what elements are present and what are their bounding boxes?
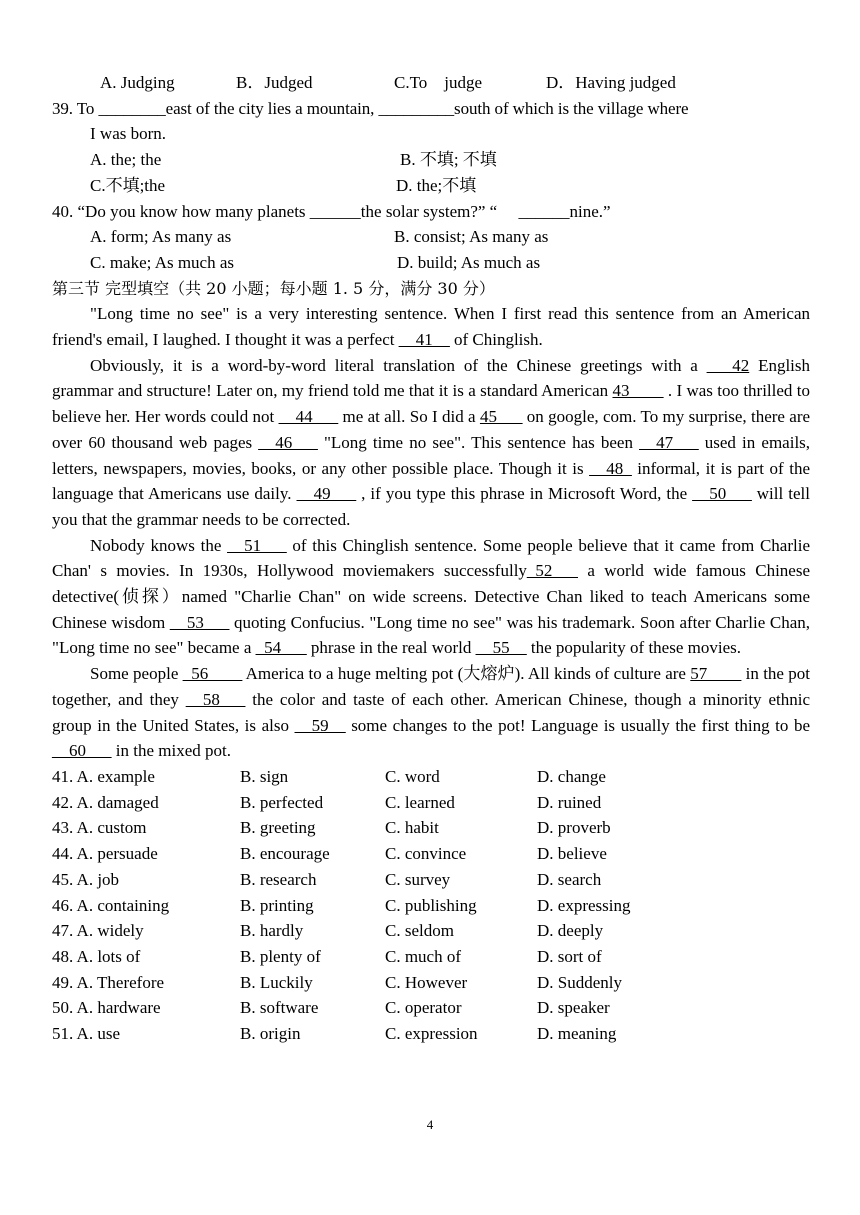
option-b: B. research — [240, 869, 317, 889]
option-d: D. speaker — [537, 998, 610, 1018]
option-c: C. survey — [385, 869, 451, 889]
option-d: D. ruined — [537, 792, 602, 812]
option-row — [52, 790, 810, 816]
section-title: 第三节 完型填空（共 20 小题；每小题 1. 5 分，满分 30 分） — [52, 278, 495, 298]
option-d: D. expressing — [537, 895, 631, 915]
option-b: B. hardly — [240, 921, 304, 941]
passage-text: the popularity of these movies. — [530, 638, 741, 658]
passage-text: quoting Confucius. "Long time no see" was his trademark. Soon after Charlie Chan, "Long time no see" became a — [52, 612, 811, 658]
option-a: 43. A. custom — [52, 818, 147, 838]
blank-60: __60___ — [52, 741, 112, 761]
passage-text: "Long time no see". This sentence has been — [323, 432, 633, 452]
blank-52: _52___ — [526, 561, 578, 581]
option-b: B. software — [240, 998, 319, 1018]
option-c: C. convince — [385, 844, 467, 864]
option-c: C. much of — [385, 946, 462, 966]
option-d: D. change — [537, 766, 606, 786]
passage-text: Nobody knows the — [90, 535, 222, 555]
option-d: D. deeply — [537, 921, 604, 941]
q40-options-row2 — [52, 250, 810, 276]
q38-option-d: D．Having judged — [546, 73, 676, 92]
option-a: 50. A. hardware — [52, 998, 161, 1018]
page-number: 4 — [426, 1117, 434, 1132]
passage-paragraph-2 — [52, 353, 810, 533]
option-b: B. perfected — [240, 792, 324, 812]
passage-text: some changes to the pot! Language is usually the first thing to be — [351, 715, 811, 735]
option-b: B. Luckily — [240, 972, 313, 992]
q39-stem-line1: 39. To ________east of the city lies a mountain, _________south of which is the village where — [52, 98, 689, 118]
option-c: C. learned — [385, 792, 455, 812]
option-d: D. search — [537, 869, 602, 889]
blank-47: __47___ — [639, 432, 699, 452]
q39-stem-line2: I was born. — [90, 124, 167, 144]
option-a: 51. A. use — [52, 1024, 120, 1044]
passage-text: English grammar and structure! Later on, my friend told me that it is a standard American — [52, 355, 811, 401]
option-d: D. proverb — [537, 818, 611, 838]
option-b: B. sign — [240, 766, 289, 786]
blank-49: __49___ — [296, 484, 357, 504]
q39-option-d: D. the;不填 — [396, 175, 477, 195]
option-row — [52, 970, 810, 996]
passage-text: in the mixed pot. — [115, 741, 231, 761]
option-c: C. operator — [385, 998, 462, 1018]
q38-option-a: A. Judging — [100, 73, 175, 92]
option-a: 46. A. containing — [52, 895, 170, 915]
passage-text: the color and taste of each other. American Chinese, though a minority ethnic group in the United States, is also — [52, 689, 810, 735]
option-a: 42. A. damaged — [52, 792, 159, 812]
q39-option-c: C.不填;the — [90, 175, 166, 195]
passage-text: will tell you that the grammar needs to be corrected. — [52, 484, 810, 529]
option-b: B. plenty of — [240, 946, 321, 966]
q40-stem: 40. “Do you know how many planets ______the solar system?” “ ______nine.” — [52, 201, 611, 221]
option-b: B. origin — [240, 1024, 301, 1044]
blank-50: __50___ — [692, 484, 752, 504]
blank-51: __51___ — [227, 535, 287, 555]
passage-paragraph-3 — [52, 533, 810, 662]
blank-58: __58___ — [185, 689, 246, 709]
option-c: C. expression — [385, 1024, 478, 1044]
q39-options-row2 — [52, 173, 810, 199]
passage-text: , if you type this phrase in Microsoft Word, the — [361, 484, 688, 504]
blank-57: 57____ — [690, 664, 742, 684]
option-row — [52, 867, 810, 893]
passage-text: Some people — [90, 664, 179, 684]
option-c: C. publishing — [385, 895, 477, 915]
q38-option-c: C.To judge — [394, 73, 483, 92]
q40-option-b: B. consist; As many as — [394, 227, 549, 247]
blank-46: __46___ — [258, 432, 318, 452]
option-d: D. sort of — [537, 946, 602, 966]
exam-page — [52, 70, 810, 1047]
option-row — [52, 995, 810, 1021]
passage-text: of Chinglish. — [453, 330, 543, 350]
passage-paragraph-4 — [52, 661, 810, 764]
option-a: 47. A. widely — [52, 921, 144, 941]
blank-45: 45___ — [479, 407, 523, 427]
passage-text: in the pot together, and they — [52, 664, 811, 709]
passage-text: America to a huge melting pot (大熔炉). All kinds of culture are — [245, 664, 686, 684]
passage-text: "Long time no see" is a very interesting sentence. When I first read this sentence from an American friend's email, I laughed. I thought it was a perfect — [52, 304, 810, 350]
option-row — [52, 918, 810, 944]
option-a: 45. A. job — [52, 869, 120, 889]
option-row — [52, 841, 810, 867]
option-a: 49. A. Therefore — [52, 972, 165, 992]
q38-options — [52, 70, 810, 96]
passage-text: me at all. So I did a — [342, 407, 476, 427]
passage-text: informal, it is part of the language that Americans use daily. — [52, 458, 811, 504]
q40-option-c: C. make; As much as — [90, 252, 235, 272]
option-b: B. encourage — [240, 844, 330, 864]
option-b: B. printing — [240, 895, 314, 915]
passage-text: of this Chinglish sentence. Some people believe that it came from Charlie Chan' s movies. In 1930s, Hollywood moviemakers successfully — [52, 535, 811, 581]
blank-53: __53___ — [169, 612, 230, 632]
passage-text: on google, com. To my surprise, there are over 60 thousand web pages — [52, 407, 811, 452]
passage-text: phrase in the real world — [310, 638, 472, 658]
option-row — [52, 893, 810, 919]
option-c: C. seldom — [385, 921, 454, 941]
blank-41: __41__ — [398, 330, 450, 350]
option-c: C. word — [385, 766, 440, 786]
blank-54: _54___ — [255, 638, 307, 658]
option-row — [52, 815, 810, 841]
option-a: 48. A. lots of — [52, 946, 141, 966]
blank-56: _56____ — [182, 664, 243, 684]
option-a: 41. A. example — [52, 766, 155, 786]
blank-42: ___42 — [706, 355, 750, 375]
option-c: C. habit — [385, 818, 439, 838]
option-row — [52, 944, 810, 970]
blank-48: __48_ — [589, 458, 632, 478]
q40-option-d: D. build; As much as — [397, 252, 541, 272]
q40-option-a: A. form; As many as — [90, 227, 232, 247]
q38-option-b: B．Judged — [236, 73, 313, 92]
q39-options-row1 — [52, 147, 810, 173]
q39-option-b: B. 不填; 不填 — [400, 150, 497, 170]
blank-43: 43____ — [612, 381, 664, 401]
blank-59: __59__ — [294, 715, 346, 735]
option-d: D. believe — [537, 844, 607, 864]
passage-text: Obviously, it is a word-by-word literal translation of the Chinese greetings with a — [90, 355, 698, 375]
blank-44: __44___ — [278, 407, 339, 427]
option-c: C. However — [385, 972, 468, 992]
passage-text: used in emails, letters, newspapers, movies, books, or any other possible place. Though it is — [52, 432, 811, 478]
option-row — [52, 764, 810, 790]
option-b: B. greeting — [240, 818, 316, 838]
blank-55: __55__ — [475, 638, 527, 658]
passage-text: a world wide famous Chinese detective(侦探）named "Charlie Chan" on wide screens. Detective Chan liked to teach Americans some Chinese wisdom — [52, 561, 810, 632]
q39-option-a: A. the; the — [90, 150, 162, 170]
option-d: D. Suddenly — [537, 972, 622, 992]
option-d: D. meaning — [537, 1024, 617, 1044]
cloze-options-list — [52, 764, 810, 1047]
option-row — [52, 1021, 810, 1047]
passage-paragraph-1 — [52, 301, 810, 352]
option-a: 44. A. persuade — [52, 844, 158, 864]
passage-text: . I was too thrilled to believe her. Her words could not — [52, 381, 811, 427]
q40-options-row1 — [52, 224, 810, 250]
